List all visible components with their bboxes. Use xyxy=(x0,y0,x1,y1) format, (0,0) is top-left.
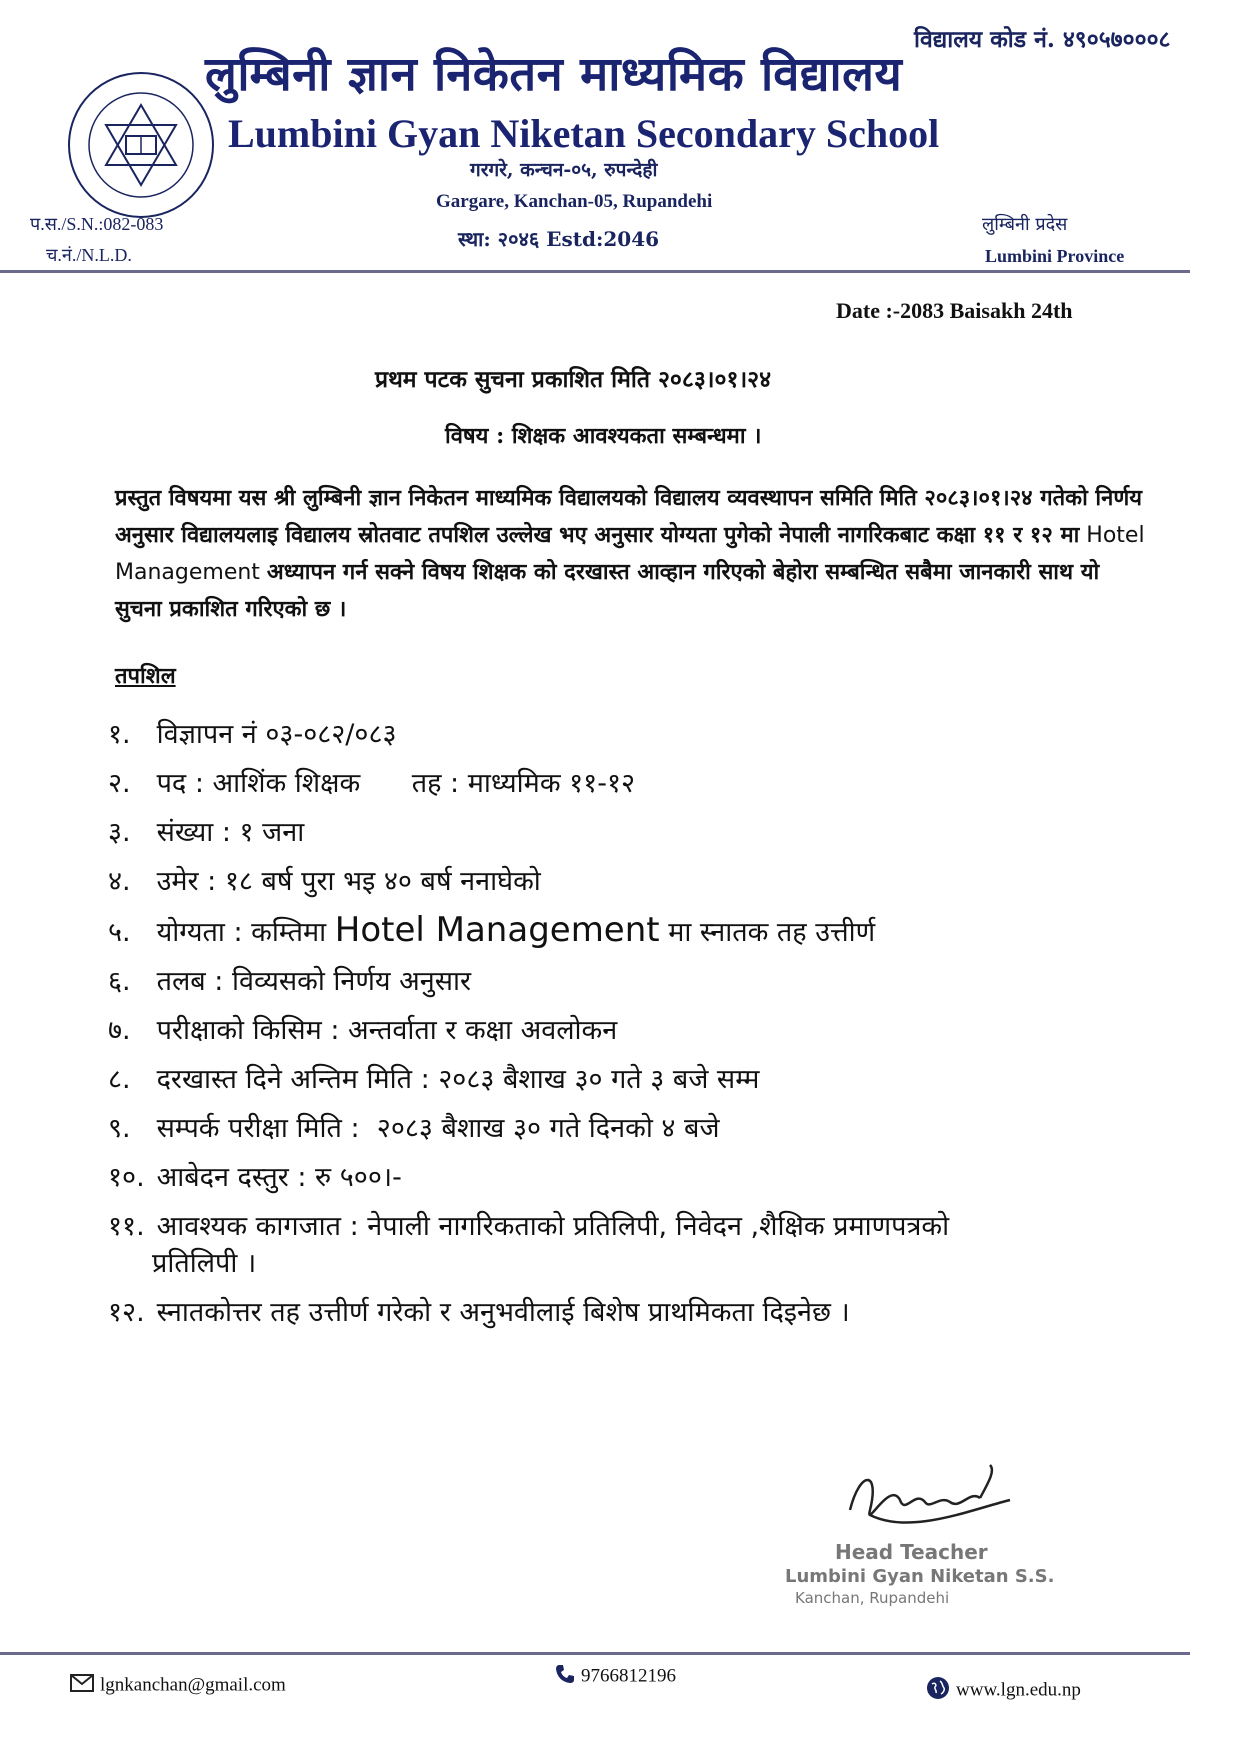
signature-image xyxy=(830,1440,1030,1550)
notice-date: Date :-2083 Baisakh 24th xyxy=(836,298,1073,323)
header-divider xyxy=(0,270,1190,273)
list-item: ७. परीक्षाको किसिम : अन्तर्वाता र कक्षा अवलोकन xyxy=(108,1015,618,1046)
address-english: Gargare, Kanchan-05, Rupandehi xyxy=(436,191,713,212)
list-item: १०. आबेदन दस्तुर : रु ५००।- xyxy=(108,1162,402,1193)
footer-divider xyxy=(0,1652,1190,1655)
paragraph-subject-english: Hotel Management xyxy=(115,523,1145,585)
details-heading: तपशिल xyxy=(115,663,176,689)
list-item: ८. दरखास्त दिने अन्तिम मिति : २०८३ बैशाख ३० गते ३ बजे सम्म xyxy=(108,1064,760,1095)
address-nepali: गरगरे, कन्चन-०५, रुपन्देही xyxy=(470,159,658,181)
phone-number[interactable]: 9766812196 xyxy=(581,1665,676,1687)
stamp-school: Lumbini Gyan Niketan S.S. xyxy=(785,1566,1055,1587)
established-year: स्था: २०४६ Estd:2046 xyxy=(458,227,660,251)
list-item: ३. संख्या : १ जना xyxy=(108,817,305,848)
notice-paragraph xyxy=(115,480,1145,628)
globe-icon xyxy=(926,1676,950,1706)
province-english: Lumbini Province xyxy=(985,246,1125,266)
footer-website[interactable] xyxy=(926,1676,1081,1706)
phone-icon xyxy=(555,1664,575,1690)
list-item: ९. सम्पर्क परीक्षा मिति : २०८३ बैशाख ३० गते दिनको ४ बजे xyxy=(108,1113,720,1144)
paragraph-part-2: अध्यापन गर्न सक्ने विषय शिक्षक को दरखास्त आव्हान गरिएको बेहोरा सम्बन्धित सबैमा जानकारी साथ यो सुचना प्रकाशित गरिएको छ । xyxy=(115,559,1100,622)
list-item: १. विज्ञापन नं ०३-०८२/०८३ xyxy=(108,719,397,750)
list-item: २. पद : आशिंक शिक्षक तह : माध्यमिक ११-१२ xyxy=(108,768,636,799)
list-item: ६. तलब : विव्यसको निर्णय अनुसार xyxy=(108,966,472,997)
school-name-english: Lumbini Gyan Niketan Secondary School xyxy=(228,111,940,156)
province-nepali: लुम्बिनी प्रदेस xyxy=(982,214,1068,235)
footer-email[interactable] xyxy=(70,1674,286,1698)
list-item: १२. स्नातकोत्तर तह उत्तीर्ण गरेको र अनुभवीलाई बिशेष प्राथमिकता दिइनेछ । xyxy=(108,1297,850,1328)
qualification-subject: Hotel Management xyxy=(334,910,660,950)
dispatch-number: च.नं./N.L.D. xyxy=(46,245,132,265)
paragraph-part-1: प्रस्तुत विषयमा यस श्री लुम्बिनी ज्ञान निकेतन माध्यमिक विद्यालयको विद्यालय व्यवस्थापन समिति मिति २०८३।०१।२४ गतेको निर्णय अनुसार विद्यालयलाइ विद्यालय स्रोतवाट तपशिल उल्लेख भए अनुसार योग्यता पुगेको नेपाली नागरिकबाट कक्षा ११ र १२ मा xyxy=(115,485,1143,548)
mail-icon xyxy=(70,1674,94,1698)
publish-date-line: प्रथम पटक सुचना प्रकाशित मिति २०८३।०१।२४ xyxy=(375,366,772,393)
serial-number: प.स./S.N.:082-083 xyxy=(30,214,164,234)
head-teacher-stamp xyxy=(785,1540,1085,1607)
details-list xyxy=(108,716,1168,1343)
list-item: ४. उमेर : १८ बर्ष पुरा भइ ४० बर्ष ननाघेको xyxy=(108,866,541,897)
footer-phone[interactable] xyxy=(555,1664,676,1690)
stamp-title: Head Teacher xyxy=(835,1540,988,1564)
website-url[interactable]: www.lgn.edu.np xyxy=(956,1679,1081,1701)
school-seal-icon xyxy=(66,70,216,220)
list-item: ५. योग्यता : कम्तिमा Hotel Management मा स्नातक तह उत्तीर्ण xyxy=(108,910,876,950)
email-address[interactable]: lgnkanchan@gmail.com xyxy=(100,1674,286,1696)
stamp-address: Kanchan, Rupandehi xyxy=(795,1589,950,1607)
list-item: ११. आवश्यक कागजात : नेपाली नागरिकताको प्रतिलिपी, निवेदन ,शैक्षिक प्रमाणपत्रको प्रतिलिपी । xyxy=(108,1211,950,1279)
school-name-nepali: लुम्बिनी ज्ञान निकेतन माध्यमिक विद्यालय xyxy=(205,47,903,102)
school-code: विद्यालय कोड नं. ४९०५७०००८ xyxy=(914,26,1171,53)
notice-subject: विषय : शिक्षक आवश्यकता सम्बन्धमा । xyxy=(445,423,762,449)
